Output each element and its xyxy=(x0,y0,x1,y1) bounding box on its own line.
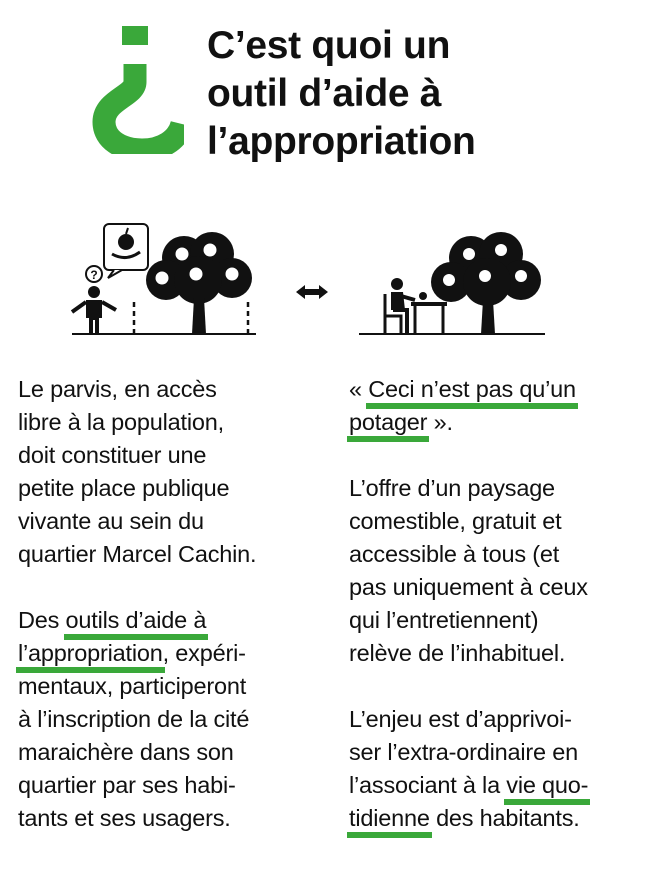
text-line: libre à la population, xyxy=(18,409,224,435)
text-fragment: Des xyxy=(18,607,66,633)
text-line: Le parvis, en accès xyxy=(18,376,217,402)
text-line: doit constituer une xyxy=(18,442,207,468)
highlighted-term: outils d’aide à xyxy=(66,604,207,637)
text-line: mentaux, participeront xyxy=(18,673,247,699)
question-symbol: ? xyxy=(90,268,98,282)
text-line: accessible à tous (et xyxy=(349,541,560,567)
double-arrow-icon xyxy=(294,282,330,302)
text-line: relève de l’inhabituel. xyxy=(349,640,566,666)
text-line xyxy=(349,373,649,406)
highlighted-term: potager xyxy=(349,406,427,439)
text-line xyxy=(349,769,649,802)
quote-paragraph xyxy=(349,373,649,439)
text-fragment: l’associant à la xyxy=(349,772,507,798)
text-line: à l’inscription de la cité xyxy=(18,706,250,732)
text-line: petite place publique xyxy=(18,475,230,501)
highlighted-term: Ceci n’est pas qu’un xyxy=(368,373,576,406)
page-title xyxy=(207,22,637,166)
quote-close: ». xyxy=(427,409,453,435)
text-line xyxy=(18,637,318,670)
quote-open: « xyxy=(349,376,369,402)
text-line: quartier par ses habi- xyxy=(18,772,236,798)
left-column xyxy=(18,373,318,868)
text-fragment: , expéri- xyxy=(162,640,246,666)
right-column xyxy=(349,373,649,868)
text-line: ser l’extra-ordinaire en xyxy=(349,739,578,765)
text-line: maraichère dans son xyxy=(18,739,234,765)
text-fragment: des habitants. xyxy=(429,805,580,831)
text-line: pas uniquement à ceux xyxy=(349,574,588,600)
person-apple-tree-icon xyxy=(62,218,272,338)
highlighted-term: l’appropriation xyxy=(18,637,163,670)
text-line: tants et ses usagers. xyxy=(18,805,231,831)
text-line: qui l’entretiennent) xyxy=(349,607,539,633)
title-line: outil d’aide à xyxy=(207,72,442,115)
intro-paragraph xyxy=(18,373,318,571)
text-line: vivante au sein du xyxy=(18,508,204,534)
title-line: C’est quoi un xyxy=(207,24,451,67)
text-line: comestible, gratuit et xyxy=(349,508,562,534)
text-line xyxy=(349,802,649,835)
person-eating-under-tree-icon xyxy=(355,226,555,338)
text-line: L’enjeu est d’apprivoi- xyxy=(349,706,572,732)
offer-paragraph xyxy=(349,472,649,670)
highlighted-term: vie quo- xyxy=(506,769,588,802)
text-line xyxy=(18,604,318,637)
title-line: l’appropriation xyxy=(207,120,476,163)
text-line: L’offre d’un paysage xyxy=(349,475,555,501)
inverted-question-mark-icon xyxy=(92,26,184,154)
text-line: quartier Marcel Cachin. xyxy=(18,541,257,567)
highlighted-term: tidienne xyxy=(349,802,430,835)
text-line xyxy=(349,406,649,439)
stake-paragraph xyxy=(349,703,649,835)
tools-paragraph xyxy=(18,604,318,835)
